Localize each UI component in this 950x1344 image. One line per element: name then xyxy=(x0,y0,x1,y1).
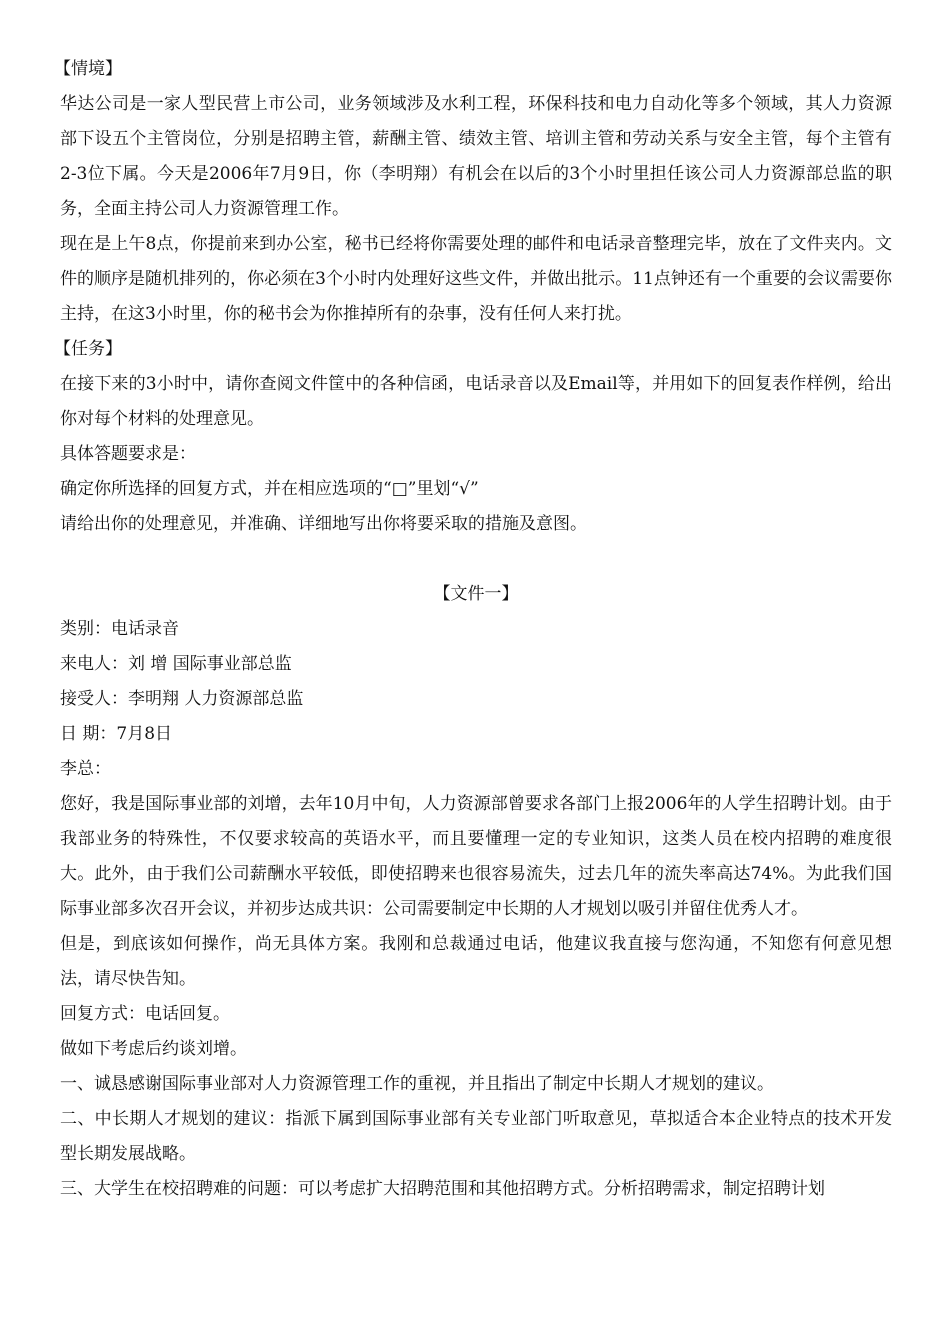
file1-reply-method: 回复方式：电话回复。 xyxy=(60,1004,230,1024)
task-paragraph-1: 在接下来的3小时中，请你查阅文件筐中的各种信函，电话录音以及Email等，并用如下的回复表作样例，给出你对每个材料的处理意见。 xyxy=(60,374,892,429)
document-page xyxy=(54,52,892,1207)
task-heading: 【任务】 xyxy=(54,339,122,359)
task-paragraph-2: 具体答题要求是： xyxy=(60,444,196,464)
context-paragraph-2: 现在是上午8点，你提前来到办公室，秘书已经将你需要处理的邮件和电话录音整理完毕，放在了文件夹内。文件的顺序是随机排列的，你必须在3个小时内处理好这些文件，并做出批示。11点钟还有一个重要的会议需要你主持，在这3小时里，你的秘书会为你推掉所有的杂事，没有任何人来打扰。 xyxy=(60,234,892,324)
file1-date: 日 期：7月8日 xyxy=(60,724,173,744)
file1-receiver: 接受人：李明翔 人力资源部总监 xyxy=(60,689,304,709)
file1-category: 类别：电话录音 xyxy=(60,619,179,639)
file1-body-2: 但是，到底该如何操作，尚无具体方案。我刚和总裁通过电话，他建议我直接与您沟通，不知您有何意见想法，请尽快告知。 xyxy=(60,934,892,989)
file1-caller: 来电人：刘 增 国际事业部总监 xyxy=(60,654,292,674)
file1-plan-intro: 做如下考虑后约谈刘增。 xyxy=(60,1039,247,1059)
file1-title: 【文件一】 xyxy=(433,584,519,604)
file1-plan-item-2: 二、中长期人才规划的建议：指派下属到国际事业部有关专业部门听取意见，草拟适合本企业特点的技术开发型长期发展战略。 xyxy=(60,1109,892,1164)
task-paragraph-3: 确定你所选择的回复方式，并在相应选项的“□”里划“√” xyxy=(60,479,479,499)
file1-salutation: 李总： xyxy=(60,759,111,779)
spacer xyxy=(60,542,892,577)
context-heading: 【情境】 xyxy=(54,59,122,79)
task-paragraph-4: 请给出你的处理意见，并准确、详细地写出你将要采取的措施及意图。 xyxy=(60,514,587,534)
context-paragraph-1: 华达公司是一家人型民营上市公司，业务领域涉及水利工程，环保科技和电力自动化等多个领域，其人力资源部下设五个主管岗位，分别是招聘主管，薪酬主管、绩效主管、培训主管和劳动关系与安全主管，每个主管有2-3位下属。今天是2006年7月9日，你（李明翔）有机会在以后的3个小时里担任该公司人力资源部总监的职务，全面主持公司人力资源管理工作。 xyxy=(60,94,892,219)
file1-plan-item-3: 三、大学生在校招聘难的问题：可以考虑扩大招聘范围和其他招聘方式。分析招聘需求，制定招聘计划 xyxy=(60,1179,825,1199)
file1-plan-item-1: 一、诚恳感谢国际事业部对人力资源管理工作的重视，并且指出了制定中长期人才规划的建议。 xyxy=(60,1074,774,1094)
file1-body-1: 您好，我是国际事业部的刘增，去年10月中旬，人力资源部曾要求各部门上报2006年的人学生招聘计划。由于我部业务的特殊性，不仅要求较高的英语水平，而且要懂理一定的专业知识，这类人员在校内招聘的难度很大。此外，由于我们公司薪酬水平较低，即使招聘来也很容易流失，过去几年的流失率高达74%。为此我们国际事业部多次召开会议，并初步达成共识：公司需要制定中长期的人才规划以吸引并留住优秀人才。 xyxy=(60,794,892,919)
